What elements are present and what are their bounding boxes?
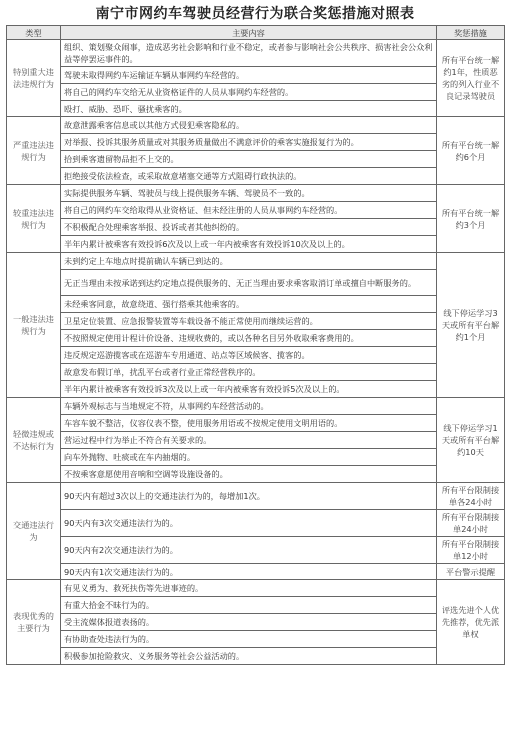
content-cell: 受主流媒体报道表扬的。 [61, 614, 437, 631]
table-row [7, 432, 505, 449]
table-row [7, 631, 505, 648]
table-row [7, 483, 505, 510]
content-cell: 车辆外观标志与当地规定不符，从事网约车经营活动的。 [61, 398, 437, 415]
content-cell: 有重大拾金不昧行为的。 [61, 597, 437, 614]
measure-cell: 所有平台限制接单24小时 [437, 510, 505, 537]
table-row [7, 296, 505, 313]
content-cell: 故意发布假订单，扰乱平台或者行业正常经营秩序的。 [61, 364, 437, 381]
content-cell: 90天内有超过3次以上的交通违法行为的，每增加1次。 [61, 483, 437, 510]
content-cell: 卫星定位装置、应急报警装置等车载设备不能正常使用而继续运营的。 [61, 313, 437, 330]
content-cell: 有见义勇为、救死扶伤等先进事迹的。 [61, 580, 437, 597]
header-category: 类型 [7, 26, 61, 40]
category-cell: 表现优秀的主要行为 [7, 580, 61, 665]
measure-cell: 所有平台限制接单各24小时 [437, 483, 505, 510]
content-cell: 营运过程中行为举止不符合有关要求的。 [61, 432, 437, 449]
table-body [7, 40, 505, 665]
content-cell: 不按乘客意愿使用音响和空调等设施设备的。 [61, 466, 437, 483]
table-row [7, 168, 505, 185]
category-cell: 特别重大违法违规行为 [7, 40, 61, 117]
content-cell: 组织、策划聚众闹事，造成恶劣社会影响和行业不稳定，或者参与影响社会公共秩序、损害社会公众利益等停罢运事件的。 [61, 40, 437, 67]
table-row [7, 101, 505, 117]
measure-cell: 平台警示提醒 [437, 564, 505, 580]
content-cell: 违反规定巡游揽客或在巡游车专用通道、站点等区域候客、揽客的。 [61, 347, 437, 364]
content-cell: 未到约定上车地点时提前确认车辆已到达的。 [61, 253, 437, 270]
table-row [7, 219, 505, 236]
table-row [7, 185, 505, 202]
table-row [7, 364, 505, 381]
header-content: 主要内容 [61, 26, 437, 40]
measure-cell: 所有平台限制接单12小时 [437, 537, 505, 564]
content-cell: 未经乘客同意，故意绕道、强行搭乘其他乘客的。 [61, 296, 437, 313]
table-row [7, 415, 505, 432]
measure-cell: 评选先进个人优先推荐，优先派单权 [437, 580, 505, 665]
measure-cell: 所有平台统一解约3个月 [437, 185, 505, 253]
table-row [7, 313, 505, 330]
table-row [7, 648, 505, 665]
table-row [7, 67, 505, 84]
table-row [7, 510, 505, 537]
table-row [7, 253, 505, 270]
category-cell: 较重违法违规行为 [7, 185, 61, 253]
measure-cell: 线下停运学习1天或所有平台解约10天 [437, 398, 505, 483]
table-row [7, 614, 505, 631]
table-row [7, 151, 505, 168]
category-cell: 一般违法违规行为 [7, 253, 61, 398]
table-row [7, 537, 505, 564]
table-header-row [7, 26, 505, 40]
content-cell: 将自己的网约车交给取得从业资格证、但未经注册的人员从事网约车经营的。 [61, 202, 437, 219]
table-row [7, 40, 505, 67]
content-cell: 将自己的网约车交给无从业资格证件的人员从事网约车经营的。 [61, 84, 437, 101]
document-title: 南宁市网约车驾驶员经营行为联合奖惩措施对照表 [95, 6, 415, 22]
content-cell: 90天内有2次交通违法行为的。 [61, 537, 437, 564]
content-cell: 半年内累计被乘客有效投诉6次及以上或一年内被乘客有效投诉10次及以上的。 [61, 236, 437, 253]
content-cell: 殴打、威胁、恐吓、骚扰乘客的。 [61, 101, 437, 117]
table-row [7, 330, 505, 347]
table-row [7, 398, 505, 415]
table-row [7, 236, 505, 253]
content-cell: 不按照规定使用计程计价设备、违规收费的，或以各种名目另外收取乘客费用的。 [61, 330, 437, 347]
table-row [7, 381, 505, 398]
table-row [7, 466, 505, 483]
content-cell: 半年内累计被乘客有效投诉3次及以上或一年内被乘客有效投诉5次及以上的。 [61, 381, 437, 398]
table-row [7, 84, 505, 101]
content-cell: 故意泄露乘客信息或以其他方式侵犯乘客隐私的。 [61, 117, 437, 134]
content-cell: 车容车貌不整洁，仪容仪表不整，使用服务用语或不按规定使用文明用语的。 [61, 415, 437, 432]
table-row [7, 270, 505, 296]
measures-table [6, 25, 505, 665]
content-cell: 有协助查处违法行为的。 [61, 631, 437, 648]
category-cell: 轻微违规或不达标行为 [7, 398, 61, 483]
content-cell: 实际提供服务车辆、驾驶员与线上提供服务车辆、驾驶员不一致的。 [61, 185, 437, 202]
content-cell: 90天内有1次交通违法行为的。 [61, 564, 437, 580]
content-cell: 90天内有3次交通违法行为的。 [61, 510, 437, 537]
content-cell: 向车外抛物、吐痰或在车内抽烟的。 [61, 449, 437, 466]
content-cell: 拒绝接受依法检查，或采取故意堵塞交通等方式阻碍行政执法的。 [61, 168, 437, 185]
category-cell: 交通违法行为 [7, 483, 61, 580]
table-row [7, 580, 505, 597]
content-cell: 积极参加抢险救灾、义务服务等社会公益活动的。 [61, 648, 437, 665]
table-row [7, 347, 505, 364]
content-cell: 对举报、投诉其服务质量或对其服务质量做出不满意评价的乘客实施报复行为的。 [61, 134, 437, 151]
table-row [7, 134, 505, 151]
table-row [7, 449, 505, 466]
content-cell: 拾到乘客遗留物品拒不上交的。 [61, 151, 437, 168]
table-row [7, 597, 505, 614]
measure-cell: 所有平台统一解约6个月 [437, 117, 505, 185]
header-measure: 奖惩措施 [437, 26, 505, 40]
content-cell: 无正当理由未按承诺到达约定地点提供服务的、无正当理由要求乘客取消订单或擅自中断服务的。 [61, 270, 437, 296]
measure-cell: 线下停运学习3天或所有平台解约1个月 [437, 253, 505, 398]
measure-cell: 所有平台统一解约1年，性质恶劣的列入行业不良记录驾驶员 [437, 40, 505, 117]
category-cell: 严重违法违规行为 [7, 117, 61, 185]
table-row [7, 117, 505, 134]
table-row [7, 564, 505, 580]
content-cell: 驾驶未取得网约车运输证车辆从事网约车经营的。 [61, 67, 437, 84]
table-row [7, 202, 505, 219]
content-cell: 不积极配合处理乘客举报、投诉或者其他纠纷的。 [61, 219, 437, 236]
